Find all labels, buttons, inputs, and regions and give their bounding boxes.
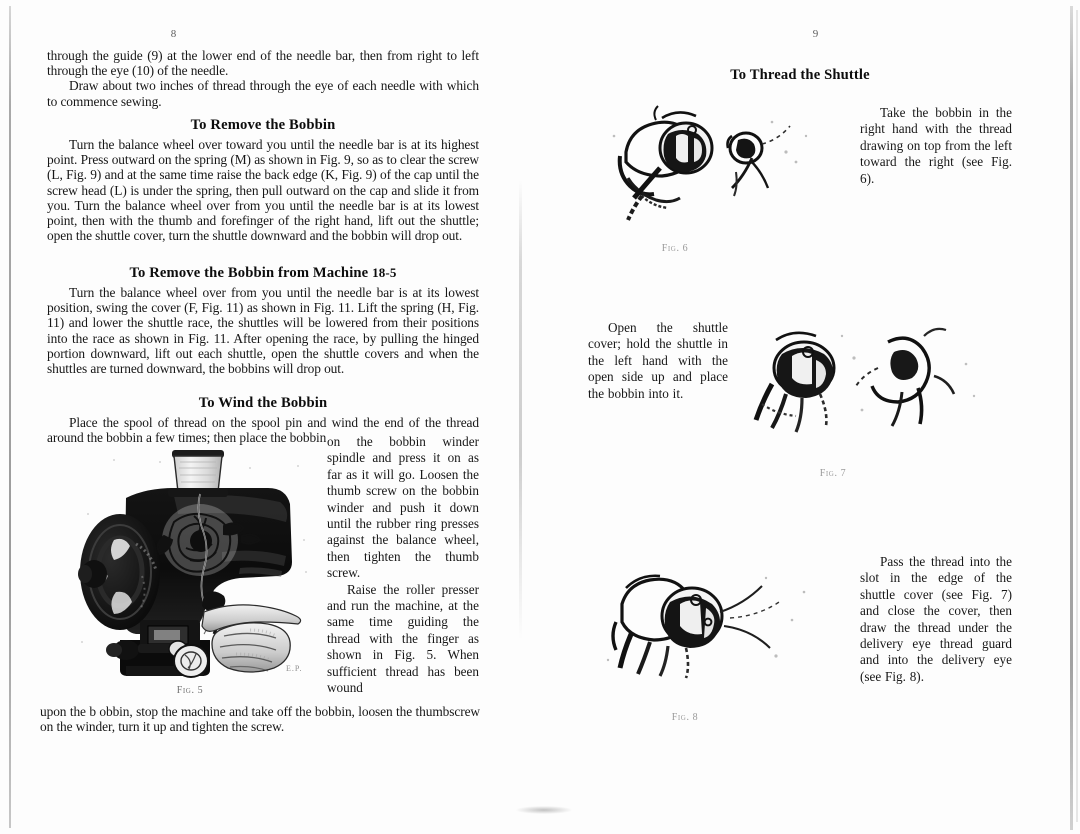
left-intro-block [47,48,479,109]
page-number-right: 9 [812,28,820,40]
section1-body: Turn the balance wheel over toward you until the needle bar is at its highest point. Press outward on the spring (M) as shown in Fig. 9, so as to clear the screw (L, Fig. 9) and at the same time raise the back edge (K, Fig. 9) of the cap until the screw head (L) is under the spring, then pull outward on the cap and slide it from you. Turn the balance wheel over from you until the needle bar is at its lowest point, then with the thumb and forefinger of the right hand, lift out the shuttle; open the shuttle cover, turn the shuttle downward and the bobbin will drop out. [47,137,479,244]
figure-8-illustration [600,560,830,700]
figure-6 [600,100,820,254]
intro-paragraph-2: Draw about two inches of thread through the eye of each needle with which to commence sewing. [47,78,479,109]
section2-body: Turn the balance wheel over from you until the needle bar is at its lowest position, swing the cover (F, Fig. 11) as shown in Fig. 11. Lift the spring (H, Fig. 11) and lower the shuttle race, the shuttles will be lowered from their positions into the race as shown in Fig. 11. After opening the race, by pulling the hinged portion downward, lift out each shuttle, open the shuttle covers and when the shuttles are turned downward, the bobbins will drop out. [47,285,479,377]
figure-5 [54,444,326,696]
heading-thread-the-shuttle: To Thread the Shuttle [730,67,870,83]
heading-text: To Remove the Bobbin from Machine [129,265,369,281]
section-remove-the-bobbin [47,110,479,243]
figure-6-caption: Fig. 6 [661,243,689,254]
page-number-left: 8 [170,28,178,40]
right-page [520,0,1080,834]
sidebar-paragraph-1: on the bobbin winder spindle and press it on as far as it will go. Loosen the thumb screw on the bobbin winder and push it down until the rubber ring presses against the balance wheel, then tighten the thumb screw. [327,434,479,581]
figure-5-illustration [54,444,326,682]
section-remove-bobbin-machine-18-5 [47,258,479,376]
figure-7-illustration [738,318,988,458]
left-page [0,0,520,834]
wind-bobbin-closing-text: upon the b obbin, stop the machine and take off the bobbin, loosen the thumbscrew on the winder, turn it up and tighten the screw. [40,704,480,735]
wind-bobbin-sidebar-text [327,434,479,697]
heading-wind-the-bobbin: To Wind the Bobbin [198,395,328,411]
figure-8 [600,560,830,735]
heading-remove-the-bobbin: To Remove the Bobbin [190,117,336,133]
thread-shuttle-step-2-text: Open the shuttle cover; hold the shuttle in the left hand with the open side up and place the bobbin into it. [588,320,728,401]
sidebar-paragraph-2: Raise the roller presser and run the machine, at the same time guiding the thread with the finger as shown in Fig. 5. When sufficient thread has been wound [327,581,479,696]
figure-6-illustration [600,100,820,240]
heading-remove-bobbin-from-machine [47,265,479,282]
thread-shuttle-step-3-text: Pass the thread into the slot in the edge of the shuttle cover (see Fig. 7) and close the cover, then draw the thread under the delivery eye thread guard and into the delivery eye (see Fig. 8). [860,554,1012,684]
section3-body-intro: Place the spool of thread on the spool pin and wind the end of the thread around the bobbin a few times; then place the bobbin [47,415,479,446]
thread-shuttle-step-1-text: Take the bobbin in the right hand with the thread drawing on top from the left toward the right (see Fig. 6). [860,105,1012,186]
figure-8-caption: Fig. 8 [671,712,699,723]
svg-text:E.P.: E.P. [286,664,303,673]
figure-7-caption: Fig. 7 [819,468,847,479]
heading-machine-number: 18-5 [372,265,397,280]
figure-5-caption: Fig. 5 [176,685,204,696]
figure-7 [738,318,988,493]
intro-paragraph-1: through the guide (9) at the lower end of the needle bar, then from right to left through the eye (10) of the needle. [47,48,479,79]
